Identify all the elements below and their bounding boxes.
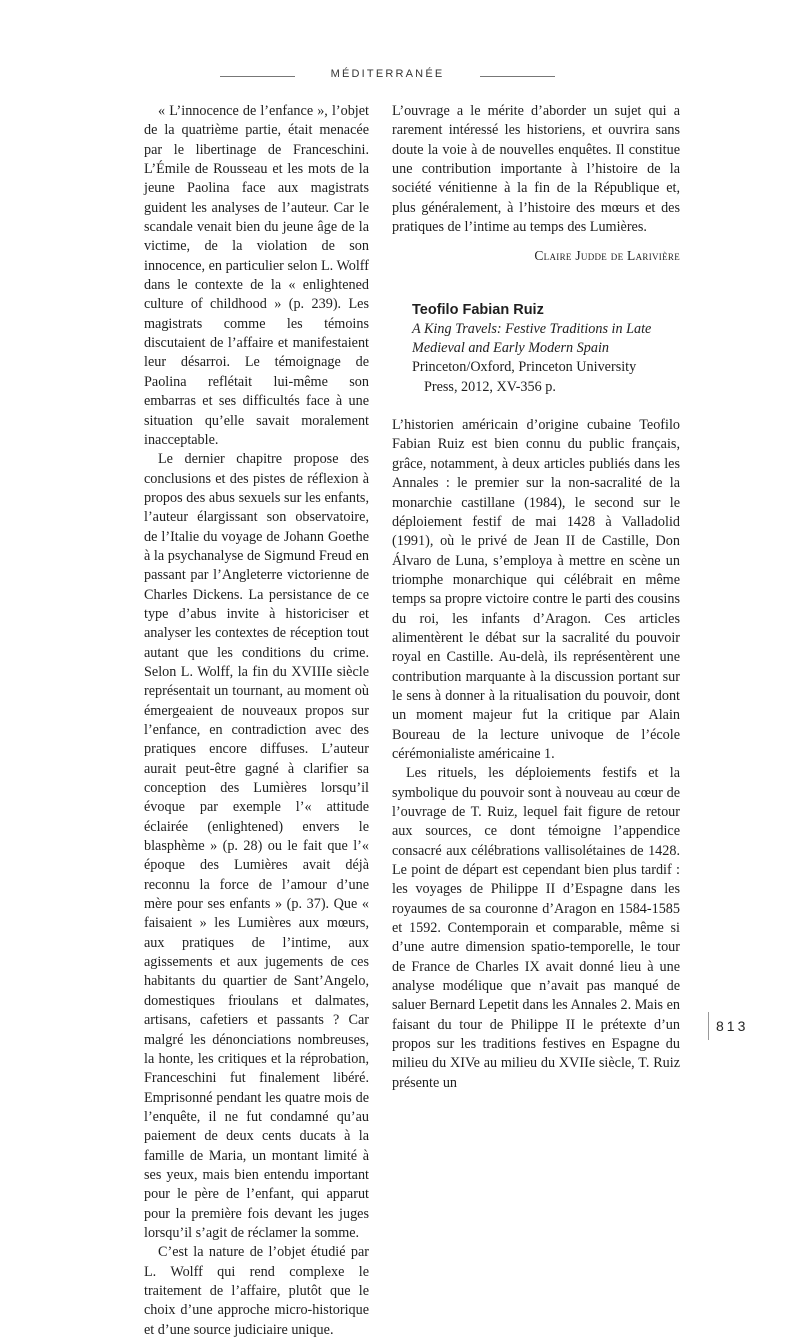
review-body [392, 416, 680, 1093]
reviewed-book-title [412, 320, 680, 359]
paragraph: L’ouvrage a le mérite d’aborder un sujet qui a rarement intéressé les historiens, et ouvrira sans doute la voie à de nouvelles enquêtes. Il constitue une contribution importante à l’histoire de la société vénitienne à la fin de la République et, plus généralement, à l’histoire des mœurs et des pratiques de l’intime au temps des Lumières. [392, 103, 680, 236]
left-column [144, 102, 369, 1340]
paragraph: Le dernier chapitre propose des conclusions et des pistes de réflexion à propos des abus sexuels sur les enfants, l’auteur élargissant son observatoire, de l’Italie du voyage de Johann Goethe à la psychanalyse de Sigmund Freud en passant par l’Angleterre victorienne de Charles Dickens. La persistance de ce type d’abus invite à historiciser et analyser les contextes de réception tout autant que les conditions du crime. Selon L. Wolff, la fin du XVIIIe siècle représentait un tournant, au moment où émergeaient de nouveaux propos sur l’enfance, en contradiction avec des pratiques encore diffuses. L’auteur aurait peut-être gagné à clarifier sa conception des Lumières lorsqu’il évoque par exemple l’« attitude éclairée (enlightened) envers le blasphème » (p. 28) ou le fait que l’« époque des Lumières avait déjà reconnu la force de l’amour d’une mère pour ses enfants » (p. 37). Que « faisaient » les Lumières aux mœurs, aux pratiques de l’intime, aux agissements et aux jugements de ces habitants du quartier de Sant’Angelo, domestiques frioulans et dalmates, artisans, cafetiers et passants ? Car malgré les dénonciations nombreuses, la honte, les critiques et la réprobation, Franceschini fut finalement libéré. Emprisonné pendant les quatre mois de l’enquête, il ne fut condamné qu’au paiement de deux cents ducats à la famille de Maria, un montant limité à ses yeux, mais bien entendu important pour le père de l’enfant, qui apparut pour la première fois devant les juges lorsqu’il s’agit de réclamer la somme. [144, 451, 369, 1241]
review-signature: Claire Judde de Larivière [534, 248, 680, 264]
book-title-line: Medieval and Early Modern Spain [412, 340, 610, 357]
header-rule-right [480, 76, 555, 77]
running-header [220, 66, 555, 86]
paragraph: Les rituels, les déploiements festifs et la symbolique du pouvoir sont à nouveau au cœur de l’ouvrage de T. Ruiz, lequel fait figure de retour aux sources, ce dont témoigne l’appendice consacré aux célébrations vallisolétaines de 1428. Le point de départ est cependant bien plus tardif : les voyages de Philippe II d’Espagne dans les royaumes de sa couronne d’Aragon en 1584-1585 et 1592. Contemporain et comparable, même si d’une autre dimension spatio-temporelle, le tour de France de Charles IX avait donné lieu à une analyse modélique que n’avait pas manqué de saluer Bernard Lepetit dans les Annales 2. Mais en faisant du tour de Philippe II le prétexte d’un propos sur les traditions festives en Espagne du milieu du XIVe au milieu du XVIIe siècle, T. Ruiz présente un [392, 765, 681, 1091]
page-number-divider [708, 1012, 709, 1040]
publisher-line: Princeton/Oxford, Princeton University [412, 359, 637, 376]
header-title: MÉDITERRANÉE [330, 68, 445, 80]
review-heading [392, 300, 680, 397]
page-number: 813 [716, 1018, 749, 1034]
book-title-line: A King Travels: Festive Traditions in Late [412, 320, 652, 337]
paragraph: « L’innocence de l’enfance », l’objet de la quatrième partie, était menacée par le libertinage de Franceschini. L’Émile de Rousseau et les mots de la jeune Paolina face aux magistrats guident les analyses de l’auteur. Car le scandale venait bien du jeune âge de la victime, de la violation de son innocence, en particulier selon L. Wolff dans le contexte de la « enlightened culture of childhood » (p. 239). Les magistrats comme les témoins discutaient de l’affaire et manifestaient leur désarroi. Le témoignage de Paolina reflétait lui-même son embarras et ses difficultés face à une situation qu’elle savait moralement inacceptable. [144, 103, 369, 448]
right-column [392, 102, 680, 1093]
paragraph: L’historien américain d’origine cubaine Teofilo Fabian Ruiz est bien connu du public français, grâce, notamment, à deux articles publiés dans les Annales : le premier sur la non-sacralité de la monarchie castillane (1984), le second sur le déploiement festif de mai 1428 à Valladolid (1991), où le privé de Jean II de Castille, Don Álvaro de Luna, s’employa à mettre en scène un triomphe monarchique qui célébrait en même temps sa propre victoire contre le parti des cousins du roi, les infants d’Aragon. Ces articles alimentèrent le débat sur la sacralité du pouvoir royal en Castille. Au-delà, ils représentèrent une contribution marquante à la discussion portant sur le sens à donner à la ritualisation du pouvoir, dont un moment majeur fut la critique par Alain Boureau de la lecture univoque de l’école cérémonialiste américaine 1. [392, 417, 680, 762]
paragraph: C’est la nature de l’objet étudié par L. Wolff qui rend complexe le traitement de l’affaire, plutôt que le choix d’une approche micro-historique et d’une source judiciaire unique. [144, 1244, 369, 1338]
publisher-line: Press, 2012, XV-356 p. [424, 378, 556, 395]
reviewed-author: Teofilo Fabian Ruiz [412, 301, 544, 318]
publication-info [412, 358, 680, 397]
